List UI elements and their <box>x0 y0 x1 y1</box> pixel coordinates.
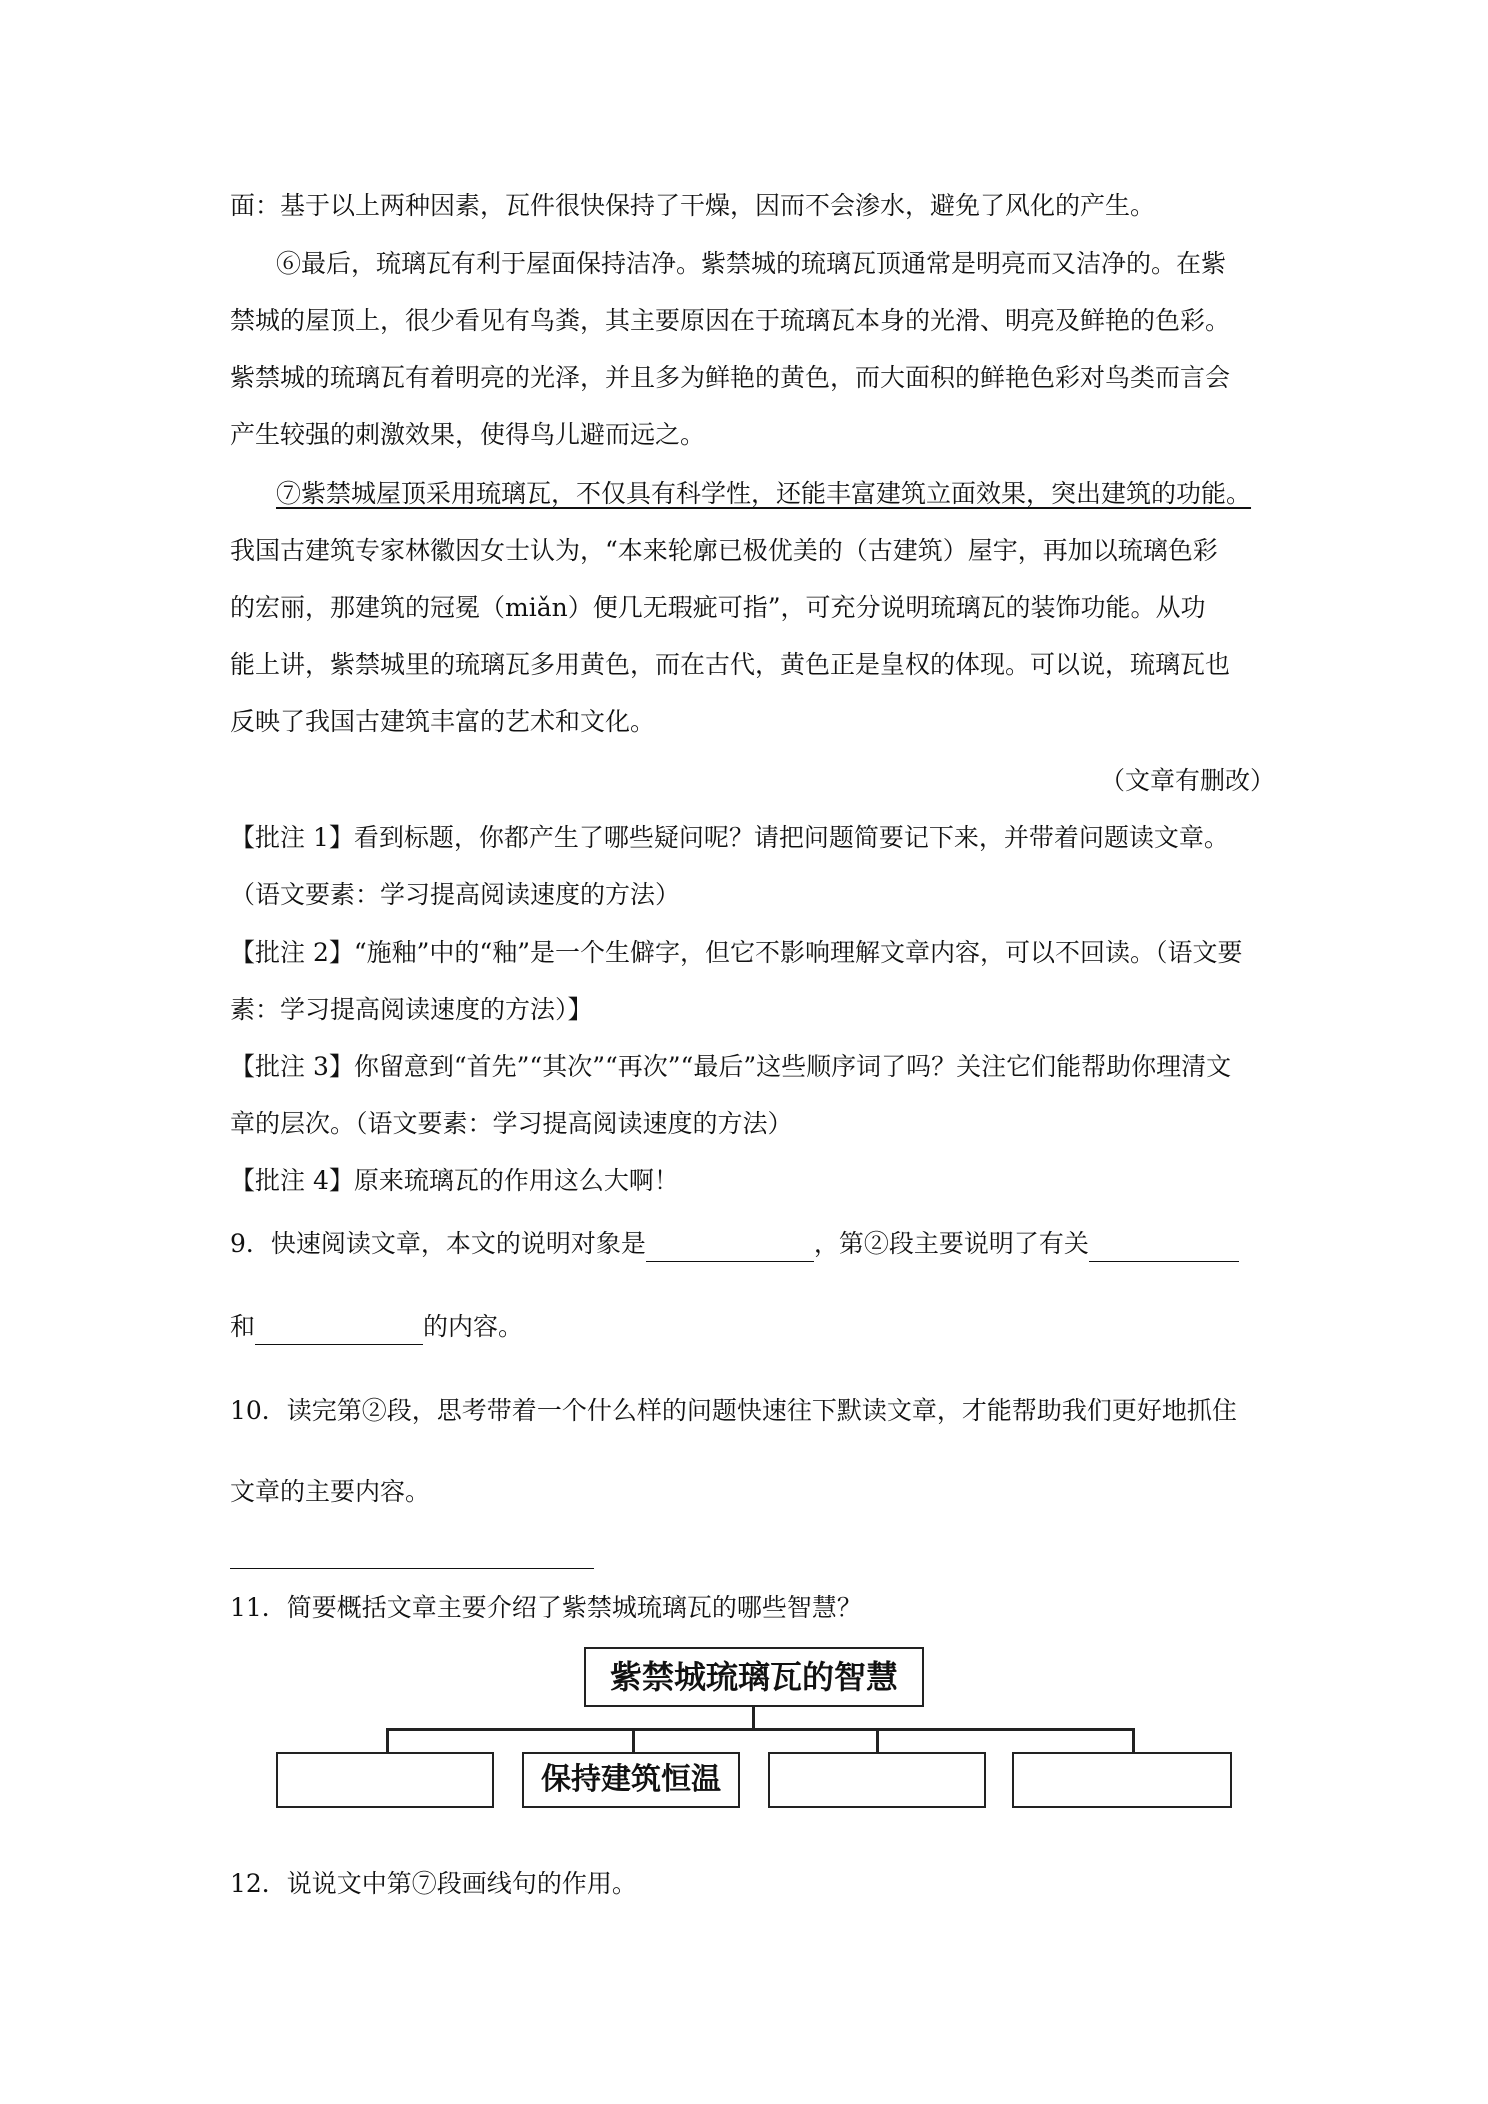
q11-line: 11．简要概括文章主要介绍了紫禁城琉璃瓦的哪些智慧？ <box>230 1593 862 1622</box>
para7-underlined-sentence: 紫禁城屋顶采用琉璃瓦，不仅具有科学性，还能丰富建筑立面效果，突出建筑的功能。 <box>301 479 1252 508</box>
para6-line-1: ⑥最后，琉璃瓦有利于屋面保持洁净。紫禁城的琉璃瓦顶通常是明亮而又洁净的。在紫 <box>276 249 1227 278</box>
diagram-root-box: 紫禁城琉璃瓦的智慧 <box>584 1647 924 1707</box>
note2-line-1: 【批注 2】“施釉”中的“釉”是一个生僻字，但它不影响理解文章内容，可以不回读。（语文要 <box>230 938 1243 967</box>
q9-part4: 的内容。 <box>423 1312 524 1341</box>
para7-line-3: 的宏丽，那建筑的冠冕（miǎn）便几无瑕疵可指”，可充分说明琉璃瓦的装饰功能。从功 <box>230 593 1206 622</box>
para7-line-2: 我国古建筑专家林徽因女士认为，“本来轮廓已极优美的（古建筑）屋宇，再加以琉璃色彩 <box>230 536 1218 565</box>
diagram-horizontal-connector <box>386 1728 1134 1731</box>
note1-line-1: 【批注 1】看到标题，你都产生了哪些疑问呢？请把问题简要记下来，并带着问题读文章。 <box>230 823 1229 852</box>
para7-number: ⑦ <box>276 479 302 508</box>
para7-line-4: 能上讲，紫禁城里的琉璃瓦多用黄色，而在古代，黄色正是皇权的体现。可以说，琉璃瓦也 <box>230 650 1231 679</box>
q9-part2: ，第②段主要说明了有关 <box>813 1229 1089 1258</box>
para5-end-line: 面：基于以上两种因素，瓦件很快保持了干燥，因而不会渗水，避免了风化的产生。 <box>230 191 1156 220</box>
note3-line-1: 【批注 3】你留意到“首先”“其次”“再次”“最后”这些顺序词了吗？关注它们能帮助你理清文 <box>230 1052 1232 1081</box>
para7-line-5: 反映了我国古建筑丰富的艺术和文化。 <box>230 707 656 736</box>
q9-part1: 9．快速阅读文章，本文的说明对象是 <box>230 1229 646 1258</box>
source-note: （文章有删改） <box>1100 766 1276 795</box>
para6-line-4: 产生较强的刺激效果，使得鸟儿避而远之。 <box>230 420 706 449</box>
diagram-child-box-4[interactable] <box>1012 1752 1232 1808</box>
diagram-child-box-3[interactable] <box>768 1752 986 1808</box>
q10-line-2: 文章的主要内容。 <box>230 1477 431 1506</box>
note2-line-2: 素：学习提高阅读速度的方法）】 <box>230 995 593 1024</box>
q9-part3: 和 <box>230 1312 256 1341</box>
q12-line: 12．说说文中第⑦段画线句的作用。 <box>230 1869 637 1898</box>
note4-line-1: 【批注 4】原来琉璃瓦的作用这么大啊！ <box>230 1166 679 1195</box>
diagram-root-connector <box>752 1707 755 1729</box>
diagram-child-box-2: 保持建筑恒温 <box>522 1752 740 1808</box>
note3-line-2: 章的层次。（语文要素：学习提高阅读速度的方法） <box>230 1109 793 1138</box>
para6-line-2: 禁城的屋顶上，很少看见有鸟粪，其主要原因在于琉璃瓦本身的光滑、明亮及鲜艳的色彩。 <box>230 306 1231 335</box>
diagram-child-box-1[interactable] <box>276 1752 494 1808</box>
q10-line-1: 10．读完第②段，思考带着一个什么样的问题快速往下默读文章，才能帮助我们更好地抓住 <box>230 1396 1237 1425</box>
note1-line-2: （语文要素：学习提高阅读速度的方法） <box>230 880 681 909</box>
para6-line-3: 紫禁城的琉璃瓦有着明亮的光泽，并且多为鲜艳的黄色，而大面积的鲜艳色彩对鸟类而言会 <box>230 363 1231 392</box>
